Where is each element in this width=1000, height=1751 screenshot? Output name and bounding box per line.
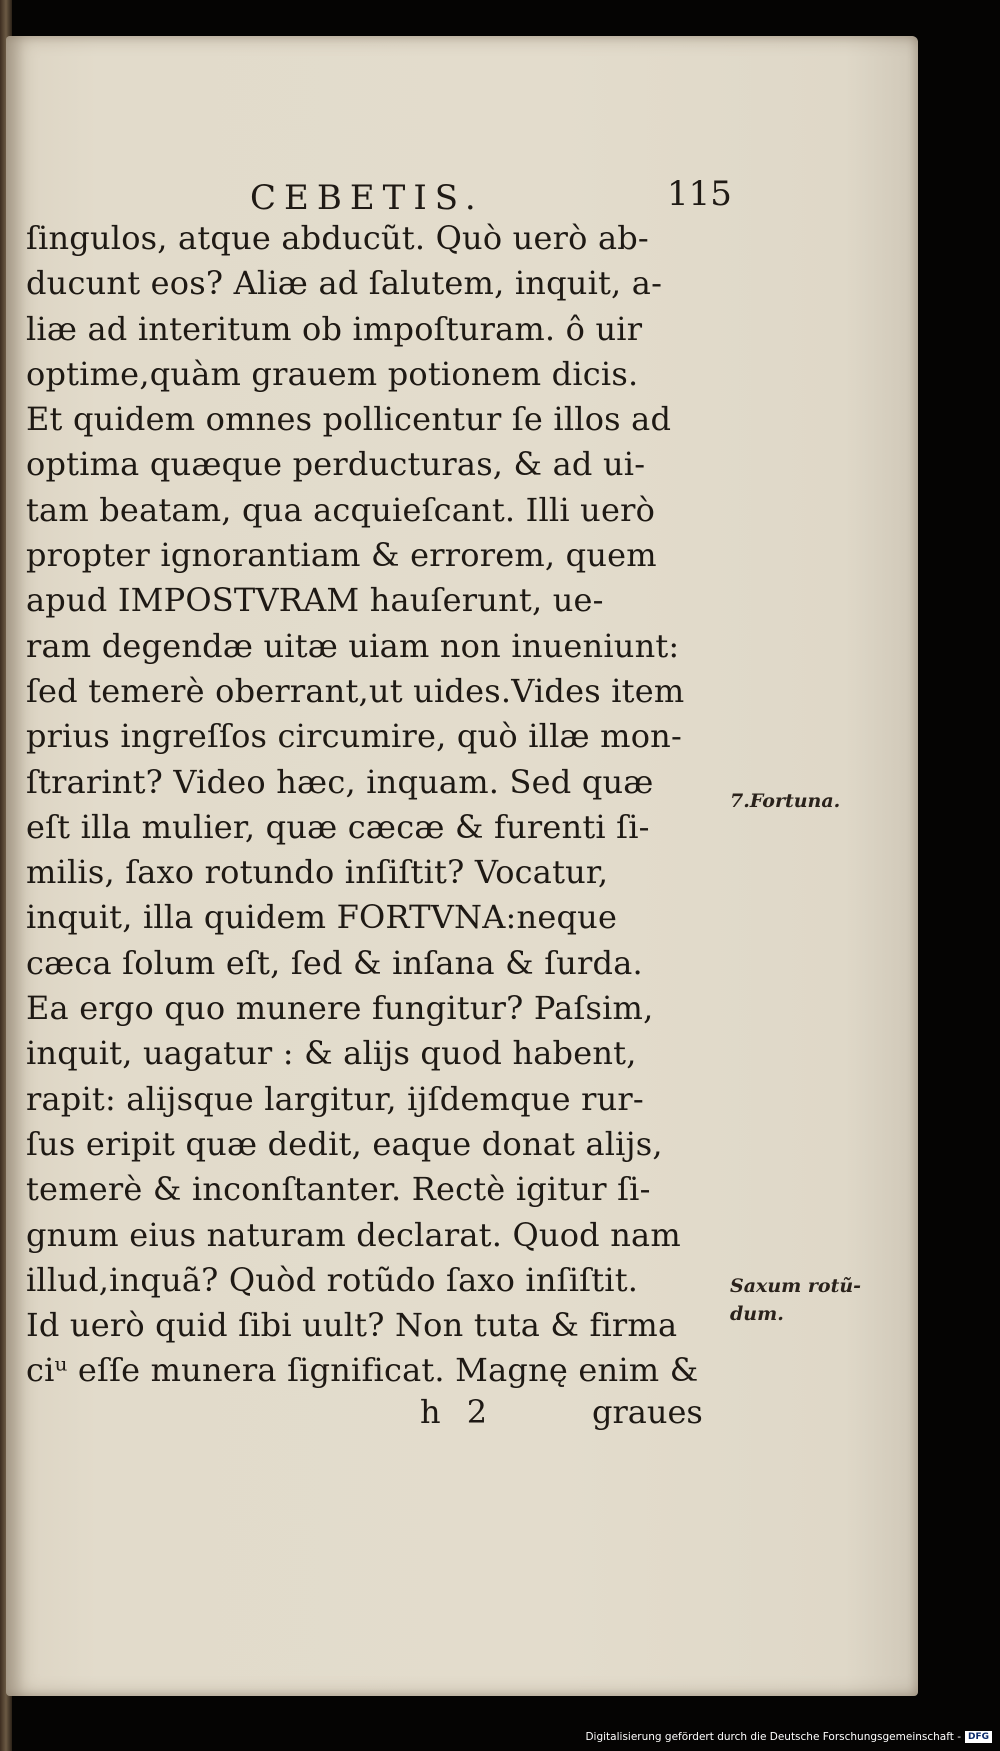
text-line: optima quæque perducturas, & ad ui- [26,445,646,484]
text-line: Id uerò quid ſibi uult? Non tuta & firma [26,1306,678,1345]
text-line: eſt illa mulier, quæ cæcæ & furenti ſi- [26,807,650,846]
text-line: ram degendæ uitæ uiam non inueniunt: [26,626,680,665]
text-line: propter ignorantiam & errorem, quem [26,536,657,575]
text-line: liæ ad interitum ob impoſturam. ô uir [26,309,643,348]
dfg-logo-icon: DFG [965,1731,992,1743]
signature-mark: h 2 [420,1393,488,1431]
text-line: rapit: alijsque largitur, ijſdemque rur- [26,1079,644,1118]
text-line: inquit, illa quidem FORTVNA:neque [26,898,618,937]
marginal-note-fortuna: 7.Fortuna. [730,790,841,812]
text-line: ducunt eos? Aliæ ad ſalutem, inquit, a- [26,264,663,303]
text-line: ciᵘ eſſe munera ſignificat. Magnę enim & [26,1351,699,1390]
page-number: 115 [667,174,732,214]
text-line: prius ingreſſos circumire, quò illæ mon- [26,717,682,756]
text-line: ſus eripit quæ dedit, eaque donat alijs, [26,1124,663,1163]
text-line: optime,quàm grauem potionem dicis. [26,354,639,393]
marginal-note-saxum [730,1272,861,1328]
marginal-note-line: Saxum rotũ- [730,1275,862,1297]
digitization-credit [585,1731,992,1743]
body-text [26,216,716,1394]
text-line: ſingulos, atque abducũt. Quò uerò ab- [26,219,649,257]
text-line: cæca ſolum eſt, ſed & inſana & ſurda. [26,943,643,982]
marginal-note-line: dum. [730,1303,784,1325]
text-line: apud IMPOSTVRAM hauſerunt, ue- [26,581,604,620]
text-line: ſtrarint? Video hæc, inquam. Sed quæ [26,762,654,801]
catchword: graues [592,1393,703,1431]
credit-text: Digitalisierung gefördert durch die Deutsche Forschungsgemeinschaft - [585,1731,961,1743]
text-line: temerè & inconſtanter. Rectè igitur ſi- [26,1170,651,1209]
text-line: inquit, uagatur : & alijs quod habent, [26,1034,637,1073]
text-line: illud,inquã? Quòd rotũdo ſaxo inſiſtit. [26,1260,639,1299]
signature-line [26,1393,716,1443]
text-line: tam beatam, qua acquieſcant. Illi uerò [26,490,656,529]
text-line: Et quidem omnes pollicentur ſe illos ad [26,400,672,439]
text-line: Ea ergo quo munere fungitur? Paſsim, [26,989,654,1028]
text-line: gnum eius naturam declarat. Quod nam [26,1215,681,1254]
text-line: ſed temerè oberrant,ut uides.Vides item [26,671,685,710]
running-head: CEBETIS. [250,178,484,218]
text-line: milis, ſaxo rotundo inſiſtit? Vocatur, [26,853,609,892]
